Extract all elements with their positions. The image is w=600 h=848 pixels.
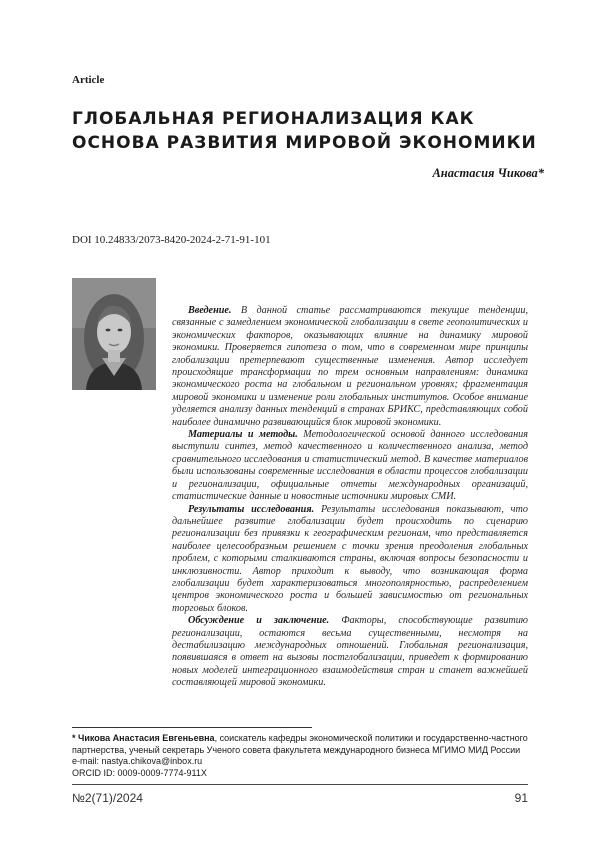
- footnote-separator: [72, 727, 312, 728]
- author-name: Анастасия Чикова*: [432, 166, 544, 180]
- abstract: [172, 305, 528, 690]
- footnote-affiliation: [72, 733, 532, 756]
- abstract-introduction: [172, 305, 528, 429]
- abstract-discussion: [172, 615, 528, 689]
- title-line-1: ГЛОБАЛЬНАЯ РЕГИОНАЛИЗАЦИЯ КАК: [72, 109, 475, 129]
- abstract-introduction-heading: Введение.: [188, 305, 232, 316]
- footnote-email: e-mail: nastya.chikova@inbox.ru: [72, 756, 203, 767]
- abstract-methods: [172, 429, 528, 503]
- footnote-orcid: ORCID ID: 0009-0009-7774-911X: [72, 767, 207, 778]
- abstract-discussion-text: Факторы, способствующие развитию регионализации, остаются весьма существенными, несмотря на дестабилизацию международных отношений. Глобальная регионализация, появившаяся в ответ на вызовы постглобализации, приведет к формированию новых моделей интеграционного взаимодействия стран и станет важнейшей составляющей мировой экономики.: [172, 615, 528, 689]
- doi-line: DOI 10.24833/2073-8420-2024-2-71-91-101: [72, 234, 271, 246]
- abstract-introduction-text: В данной статье рассматриваются текущие тенденции, связанные с замедлением экономической глобализации в свете геополитических и экономических факторов, оказывающих влияние на динамику мировой экономики. Проверяется гипотеза о том, что в современном мире принципы глобализации претерпевают существенные изменения. Автор исследует происходящие трансформации по трем основным направлениям: динамика экономического роста на глобальном и региональном уровнях; фрагментация мировой экономики и изменение роли глобальных институтов. Особое внимание уделяется анализу данных тенденций в странах БРИКС, представляющих собой наиболее динамично развивающийся блок мировой экономики.: [172, 305, 529, 428]
- abstract-methods-heading: Материалы и методы.: [188, 429, 298, 441]
- abstract-results-heading: Результаты исследования.: [188, 503, 315, 515]
- article-title: [72, 107, 542, 155]
- abstract-discussion-heading: Обсуждение и заключение.: [188, 615, 330, 627]
- footnote-author-affiliation: , соискатель кафедры экономической политики и государственно-частного партнерства, ученый секретарь Ученого совета факультета международного бизнеса МГИМО МИД России: [72, 733, 528, 755]
- footer-separator: [72, 784, 528, 785]
- footnote-author-name: * Чикова Анастасия Евгеньевна: [72, 733, 215, 743]
- article-type-label: Article: [72, 74, 105, 86]
- abstract-methods-text: Методологической основой данного исследования выступили синтез, метод качественного и количественного анализа, метод сравнительного исследования и статистический метод. В качестве материалов были использованы современные исследования в области процессов глобализации и регионализации, официальные отчеты международных организаций, статистические данные и новостные источники мировых СМИ.: [172, 429, 528, 503]
- abstract-results: [172, 504, 528, 616]
- abstract-results-text: Результаты исследования показывают, что дальнейшее развитие глобализации будет происходить по сценарию регионализации без привязки к географическим регионам, что представляется наиболее целесообразным решением с точки зрения преодоления глобальных проблем, с которыми сталкиваются страны, включая вопросы безопасности и инклюзивности. Автор приходит к выводу, что возникающая форма глобализации будет характеризоваться многополярностью, распределением центров экономического роста и большей зависимостью от региональных торговых блоков.: [172, 503, 528, 614]
- author-footnote: [72, 733, 532, 779]
- author-photo: [72, 278, 156, 390]
- journal-issue-number: №2(71)/2024: [72, 791, 143, 805]
- title-line-2: ОСНОВА РАЗВИТИЯ МИРОВОЙ ЭКОНОМИКИ: [72, 133, 537, 153]
- page-number: 91: [514, 791, 528, 805]
